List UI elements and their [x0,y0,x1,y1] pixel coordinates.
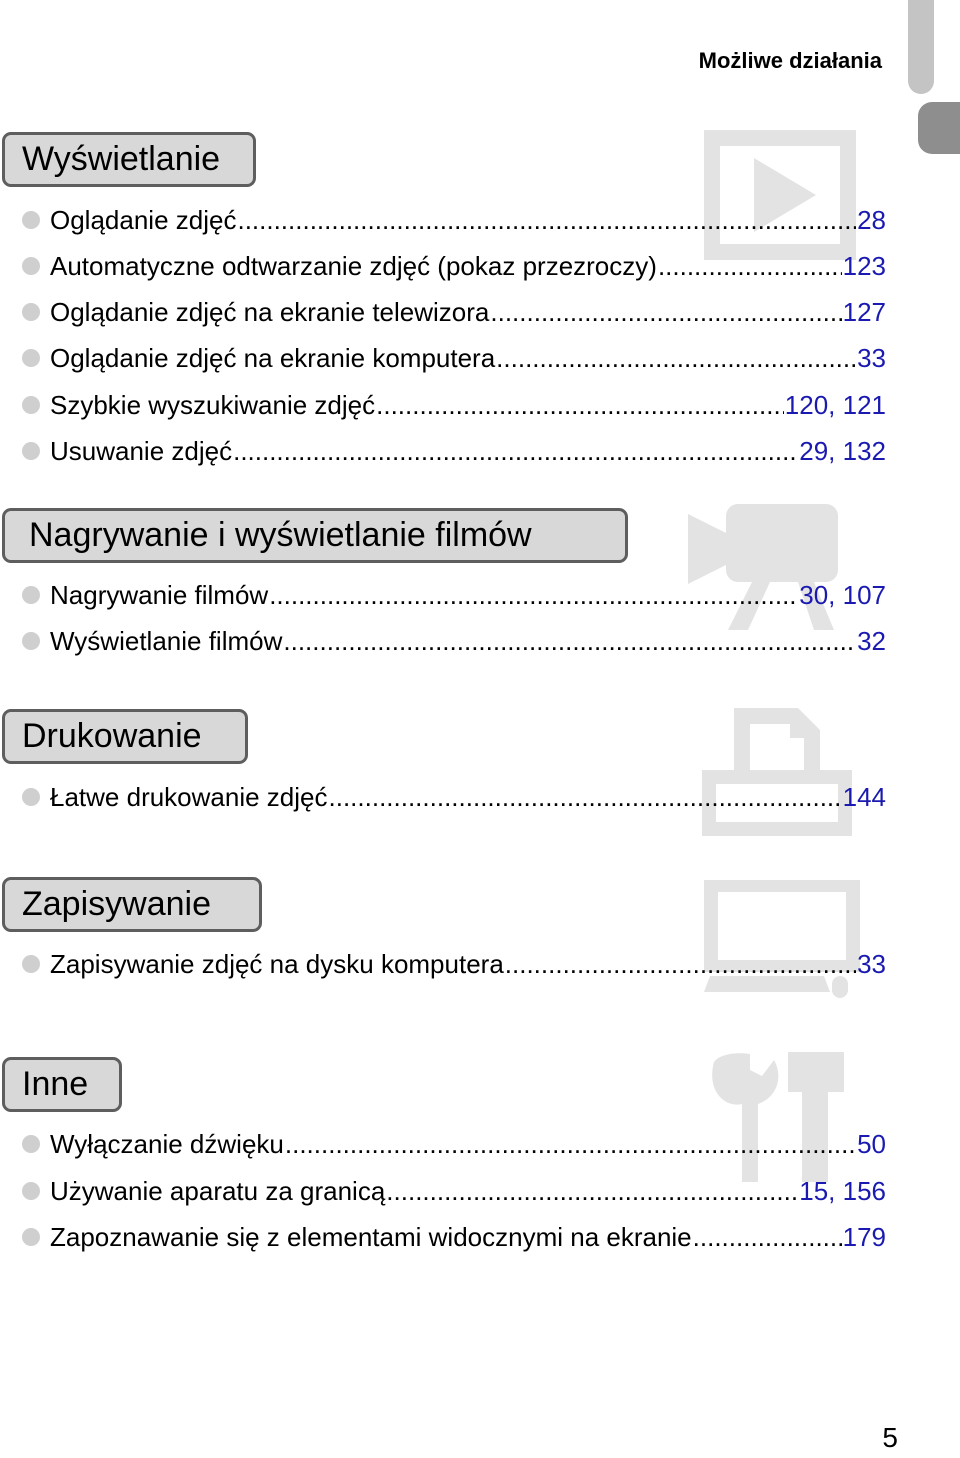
bullet-icon [22,442,40,460]
toc-item-label: Oglądanie zdjęć [50,204,237,235]
leader-dots [269,580,798,611]
toc-item[interactable] [22,623,886,659]
toc-item[interactable] [22,294,886,330]
section-header-wyswietlanie: Wyświetlanie [2,132,256,187]
playback-icon [704,130,856,260]
toc-item-page[interactable]: 50 [857,1128,886,1159]
bullet-icon [22,211,40,229]
toc-item-page[interactable]: 15, 156 [799,1175,886,1206]
bullet-icon [22,1135,40,1153]
toc-item-label: Oglądanie zdjęć na ekranie komputera [50,342,496,373]
printer-icon [702,708,852,836]
leader-dots [693,1222,842,1253]
section-header-drukowanie: Drukowanie [2,709,248,764]
leader-dots [658,251,842,282]
bullet-icon [22,1182,40,1200]
toc-item-page[interactable]: 33 [857,948,886,979]
section-header-inne: Inne [2,1057,122,1112]
toc-item[interactable] [22,946,886,982]
page-header-title: Możliwe działania [698,48,882,73]
bullet-icon [22,632,40,650]
toc-item-label: Usuwanie zdjęć [50,435,233,466]
toc-item-label: Łatwe drukowanie zdjęć [50,781,328,812]
toc-item-label: Szybkie wyszukiwanie zdjęć [50,389,376,420]
toc-item-label: Oglądanie zdjęć na ekranie telewizora [50,296,490,327]
toc-item-label: Używanie aparatu za granicą [50,1175,386,1206]
bullet-icon [22,1228,40,1246]
leader-dots [376,390,784,421]
bullet-icon [22,586,40,604]
leader-dots [285,1129,856,1160]
top-edge-tab [908,0,934,94]
toc-item-page[interactable]: 123 [842,250,886,281]
section-header-zapisywanie: Zapisywanie [2,877,262,932]
leader-dots [386,1176,798,1207]
toc-item-label: Wyłączanie dźwięku [50,1128,284,1159]
bullet-icon [22,955,40,973]
toc-item[interactable] [22,577,886,613]
leader-dots [496,343,856,374]
side-edge-tab [918,102,960,154]
leader-dots [490,297,841,328]
toc-item[interactable] [22,433,886,469]
leader-dots [505,949,856,980]
leader-dots [233,436,798,467]
toc-item-label: Zapisywanie zdjęć na dysku komputera [50,948,504,979]
toc-item[interactable] [22,248,886,284]
toc-item-page[interactable]: 120, 121 [784,389,886,420]
toc-item-page[interactable]: 127 [842,296,886,327]
bullet-icon [22,349,40,367]
section-header-filmy: Nagrywanie i wyświetlanie filmów [2,508,628,563]
toc-item[interactable] [22,340,886,376]
toc-item-page[interactable]: 179 [842,1221,886,1252]
toc-item[interactable] [22,779,886,815]
leader-dots [237,205,856,236]
computer-icon [704,880,864,1006]
movie-camera-icon [688,504,838,634]
bullet-icon [22,788,40,806]
toc-item[interactable] [22,387,886,423]
toc-item-page[interactable]: 29, 132 [799,435,886,466]
toc-item[interactable] [22,1173,886,1209]
toc-item-page[interactable]: 32 [857,625,886,656]
toc-item-label: Zapoznawanie się z elementami widocznymi na ekranie [50,1221,692,1252]
toc-item-page[interactable]: 30, 107 [799,579,886,610]
tools-icon [706,1052,846,1182]
toc-item-page[interactable]: 33 [857,342,886,373]
toc-item-label: Wyświetlanie filmów [50,625,283,656]
toc-item-label: Nagrywanie filmów [50,579,269,610]
bullet-icon [22,303,40,321]
toc-item-label: Automatyczne odtwarzanie zdjęć (pokaz przezroczy) [50,250,657,281]
toc-item-page[interactable]: 28 [857,204,886,235]
bullet-icon [22,257,40,275]
toc-item[interactable] [22,202,886,238]
toc-item-page[interactable]: 144 [842,781,886,812]
toc-item[interactable] [22,1126,886,1162]
leader-dots [283,626,856,657]
page-number: 5 [882,1422,898,1453]
bullet-icon [22,396,40,414]
leader-dots [329,782,842,813]
toc-item[interactable] [22,1219,886,1255]
